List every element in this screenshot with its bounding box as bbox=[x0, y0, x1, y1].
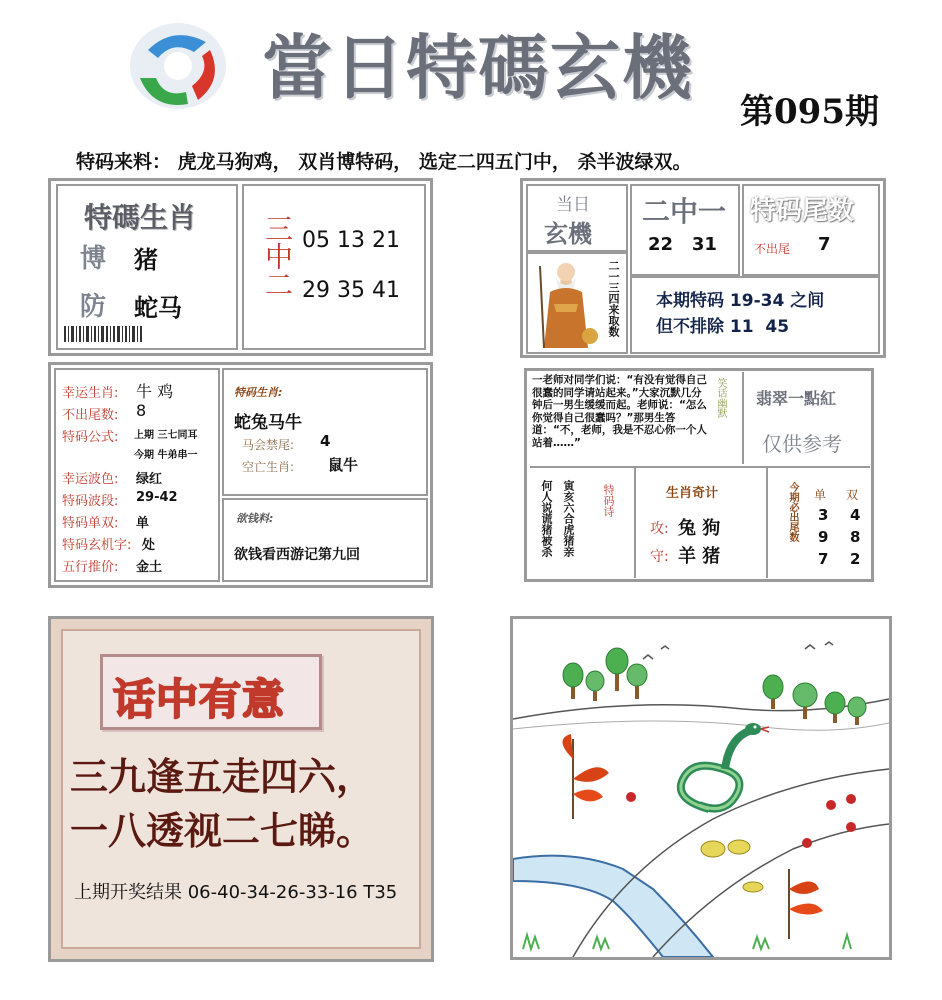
tail-stats-box bbox=[766, 466, 870, 578]
range-box bbox=[630, 276, 880, 354]
zodiac-left-box bbox=[56, 184, 238, 350]
riddle-line-1: 三九逢五走四六， bbox=[70, 754, 375, 799]
poem-col-2: 寅亥六合虎猪亲 bbox=[562, 480, 575, 557]
lucky-row-label: 不出尾数: bbox=[62, 408, 119, 423]
money-value: 欲钱看西游记第九回 bbox=[234, 547, 360, 563]
number-row-1: 05 13 21 bbox=[302, 228, 400, 253]
three-hit-two-label: 三中二 bbox=[261, 214, 294, 298]
two-hit-one-numbers: 22 31 bbox=[648, 234, 717, 255]
mystery-box-bottom: 玄機 bbox=[544, 219, 592, 248]
number-row-2: 29 35 41 bbox=[302, 278, 400, 303]
page-title: 當日特碼玄機 bbox=[262, 26, 694, 109]
tail-row-3-odd: 7 bbox=[818, 550, 829, 568]
range-line-2: 但不排除 11 45 bbox=[656, 317, 790, 337]
lucky-row-label: 特码玄机字: bbox=[62, 538, 132, 553]
two-hit-one-title: 二中一 bbox=[642, 195, 727, 228]
tail-head-even: 双 bbox=[846, 488, 859, 502]
mystery-box bbox=[526, 184, 628, 252]
lucky-row-value: 绿红 bbox=[136, 472, 163, 487]
joke-box bbox=[530, 372, 740, 464]
no-tail-label: 不出尾 bbox=[754, 242, 791, 256]
two-hit-one-box bbox=[630, 184, 740, 276]
sage-icon bbox=[532, 256, 602, 352]
lucky-row-value: 牛 鸡 bbox=[136, 382, 174, 401]
tail-title: 特码尾数 bbox=[750, 196, 855, 226]
lucky-row-label: 五行推价: bbox=[62, 560, 119, 575]
attack-label: 攻: bbox=[650, 521, 669, 537]
poem-tag: 特码诗 bbox=[602, 484, 615, 517]
zodiac-detail-title: 特码生肖: bbox=[234, 386, 283, 399]
snake-scene-icon bbox=[510, 616, 892, 960]
zodiac-heading: 特碼生肖 bbox=[84, 201, 197, 234]
zodiac-detail-value: 蛇兔马牛 bbox=[234, 413, 302, 433]
sage-box bbox=[526, 252, 628, 354]
logo-icon bbox=[128, 20, 228, 112]
lucky-row-value: 处 bbox=[142, 538, 156, 553]
jade-title: 翡翠一點紅 bbox=[756, 389, 837, 408]
defend-label: 守: bbox=[650, 549, 669, 565]
last-draw-result: 上期开奖结果 06-40-34-26-33-16 T35 bbox=[74, 882, 398, 903]
tail-row-1-odd: 3 bbox=[818, 506, 829, 524]
zodiac-detail-box bbox=[222, 368, 428, 496]
banned-tail-label: 马会禁尾: bbox=[242, 438, 295, 452]
lucky-row-value: 今期 牛弟串一 bbox=[134, 450, 198, 461]
poem-col-1: 何人说谎猪被杀 bbox=[540, 480, 553, 557]
plan-box bbox=[634, 466, 766, 578]
tail-row-2-even: 8 bbox=[850, 528, 861, 546]
fang-value: 蛇马 bbox=[134, 293, 182, 322]
void-zodiac-label: 空亡生肖: bbox=[242, 460, 295, 474]
tail-head-odd: 单 bbox=[814, 488, 827, 502]
lucky-row-value: 单 bbox=[136, 516, 150, 531]
range-line-1: 本期特码 19-34 之间 bbox=[656, 291, 825, 311]
tail-row-3-even: 2 bbox=[850, 550, 861, 568]
tail-box bbox=[742, 184, 880, 276]
lucky-row-label: 幸运生肖: bbox=[62, 386, 119, 401]
fang-label: 防 bbox=[80, 292, 107, 322]
riddle-title: 话中有意 bbox=[113, 675, 286, 724]
joke-text: 一老师对同学们说：“有没有觉得自己很蠢的同学请站起来。”大家沉默几分钟后一男生缓缓而起。老师说：“怎么你觉得自己很蠢吗？”那男生答道：“不，老师，我是不忍心你一个人站着……” bbox=[532, 374, 707, 449]
lucky-row-label: 特码公式: bbox=[62, 430, 119, 445]
bo-label: 博 bbox=[80, 244, 107, 274]
defend-value: 羊 猪 bbox=[678, 546, 721, 567]
lucky-list bbox=[54, 368, 220, 582]
mystery-box-top: 当日 bbox=[556, 195, 590, 215]
tail-row-2-odd: 9 bbox=[818, 528, 829, 546]
tail-row-1-even: 4 bbox=[850, 506, 861, 524]
joke-side-tag: 笑话幽默 bbox=[715, 378, 726, 418]
lucky-row-label: 特码波段: bbox=[62, 494, 119, 509]
reference-only: 仅供参考 bbox=[762, 432, 842, 456]
lucky-row-label: 幸运波色: bbox=[62, 472, 119, 487]
barcode-icon bbox=[64, 326, 148, 346]
zodiac-right-box bbox=[242, 184, 426, 350]
lucky-row-value: 金土 bbox=[136, 560, 163, 575]
void-zodiac-value: 鼠牛 bbox=[328, 456, 359, 474]
sage-vertical-text: 二一三四来取数 bbox=[607, 260, 620, 337]
money-title: 欲钱料: bbox=[236, 512, 274, 525]
poem-box bbox=[530, 466, 634, 578]
no-tail-value: 7 bbox=[818, 234, 831, 255]
tip-line: 特码来料： 虎龙马狗鸡， 双肖博特码， 选定二四五门中， 杀半波绿双。 bbox=[76, 151, 692, 173]
attack-value: 兔 狗 bbox=[678, 518, 721, 539]
lucky-row-value: 上期 三七同耳 bbox=[134, 430, 198, 441]
banned-tail-value: 4 bbox=[320, 432, 331, 450]
jade-box bbox=[742, 372, 870, 464]
money-box bbox=[222, 498, 428, 582]
riddle-line-2: 一八透视二七睇。 bbox=[70, 808, 375, 853]
bo-value: 猪 bbox=[134, 245, 158, 274]
lucky-row-label: 特码单双: bbox=[62, 516, 119, 531]
plan-title: 生肖奇计 bbox=[666, 486, 719, 501]
issue-number: 第095期 bbox=[740, 92, 879, 132]
lucky-row-value: 29-42 bbox=[136, 490, 178, 505]
riddle-title-box bbox=[100, 654, 322, 730]
tail-stats-side: 今期必出尾数 bbox=[787, 482, 798, 542]
lucky-row-value: 8 bbox=[136, 401, 147, 420]
